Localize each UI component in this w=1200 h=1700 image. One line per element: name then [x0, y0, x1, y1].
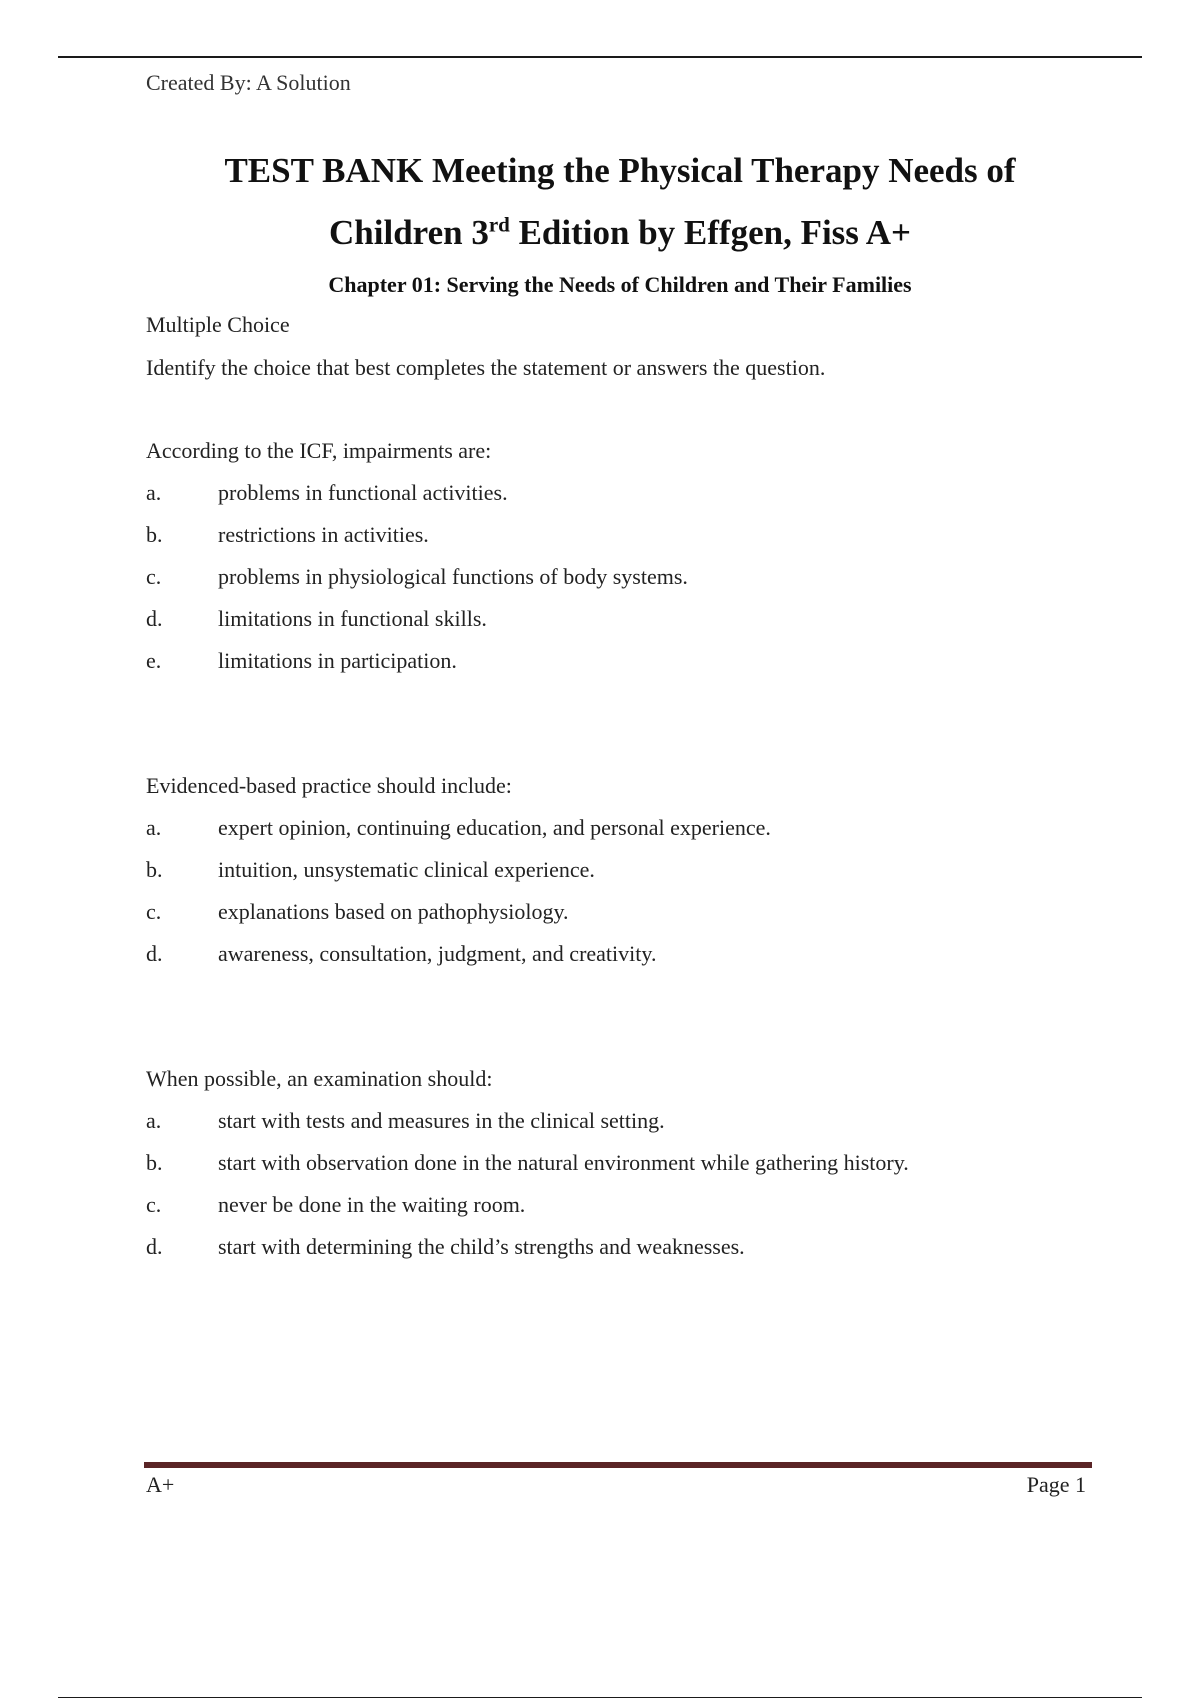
answer-option: [146, 1184, 1094, 1226]
option-text: start with determining the child’s strengths and weaknesses.: [218, 1234, 745, 1259]
answer-option: [146, 640, 1094, 682]
option-letter: b.: [146, 857, 163, 882]
option-letter: a.: [146, 1108, 162, 1133]
option-text: never be done in the waiting room.: [218, 1192, 526, 1217]
title-line-2-prefix: Children 3: [329, 213, 489, 252]
option-text: expert opinion, continuing education, and personal experience.: [218, 815, 771, 840]
answer-option: [146, 891, 1094, 933]
option-text: awareness, consultation, judgment, and creativity.: [218, 941, 657, 966]
answer-option: [146, 556, 1094, 598]
question-2: [146, 765, 1094, 975]
option-letter: c.: [146, 564, 162, 589]
document-title: [146, 140, 1094, 264]
question-stem: Evidenced-based practice should include:: [146, 773, 512, 798]
option-letter: d.: [146, 941, 163, 966]
footer-grade: A+: [146, 1472, 175, 1497]
option-text: start with observation done in the natural environment while gathering history.: [218, 1150, 909, 1175]
option-text: restrictions in activities.: [218, 522, 429, 547]
question-stem: According to the ICF, impairments are:: [146, 438, 492, 463]
option-text: problems in functional activities.: [218, 480, 508, 505]
answer-option: [146, 1142, 1094, 1184]
page-number: Page 1: [1026, 1472, 1086, 1497]
option-text: start with tests and measures in the clinical setting.: [218, 1108, 665, 1133]
option-text: limitations in participation.: [218, 648, 457, 673]
question-1: [146, 430, 1094, 682]
footer-rule: [144, 1462, 1092, 1468]
title-line-1: TEST BANK Meeting the Physical Therapy Needs of: [224, 151, 1016, 190]
created-by-header: Created By: A Solution: [146, 70, 351, 95]
title-ordinal-suffix: rd: [488, 212, 510, 237]
title-line-2: [146, 202, 1094, 264]
question-stem: When possible, an examination should:: [146, 1066, 493, 1091]
option-letter: a.: [146, 480, 162, 505]
answer-option: [146, 849, 1094, 891]
chapter-heading: Chapter 01: Serving the Needs of Children and Their Families: [328, 272, 912, 297]
option-text: intuition, unsystematic clinical experience.: [218, 857, 595, 882]
answer-option: [146, 1226, 1094, 1268]
section-label: Multiple Choice: [146, 312, 290, 337]
instructions: Identify the choice that best completes the statement or answers the question.: [146, 355, 826, 380]
bottom-rule: [58, 1697, 1142, 1698]
option-text: explanations based on pathophysiology.: [218, 899, 569, 924]
option-letter: b.: [146, 1150, 163, 1175]
question-3: [146, 1058, 1094, 1268]
answer-option: [146, 598, 1094, 640]
option-letter: a.: [146, 815, 162, 840]
answer-option: [146, 514, 1094, 556]
option-text: limitations in functional skills.: [218, 606, 487, 631]
answer-option: [146, 1100, 1094, 1142]
title-line-2-suffix: Edition by Effgen, Fiss A+: [509, 213, 911, 252]
option-letter: b.: [146, 522, 163, 547]
option-letter: c.: [146, 1192, 162, 1217]
answer-option: [146, 807, 1094, 849]
top-rule: [58, 56, 1142, 58]
option-letter: e.: [146, 648, 162, 673]
answer-option: [146, 472, 1094, 514]
option-text: problems in physiological functions of body systems.: [218, 564, 688, 589]
option-letter: d.: [146, 606, 163, 631]
option-letter: d.: [146, 1234, 163, 1259]
option-letter: c.: [146, 899, 162, 924]
answer-option: [146, 933, 1094, 975]
